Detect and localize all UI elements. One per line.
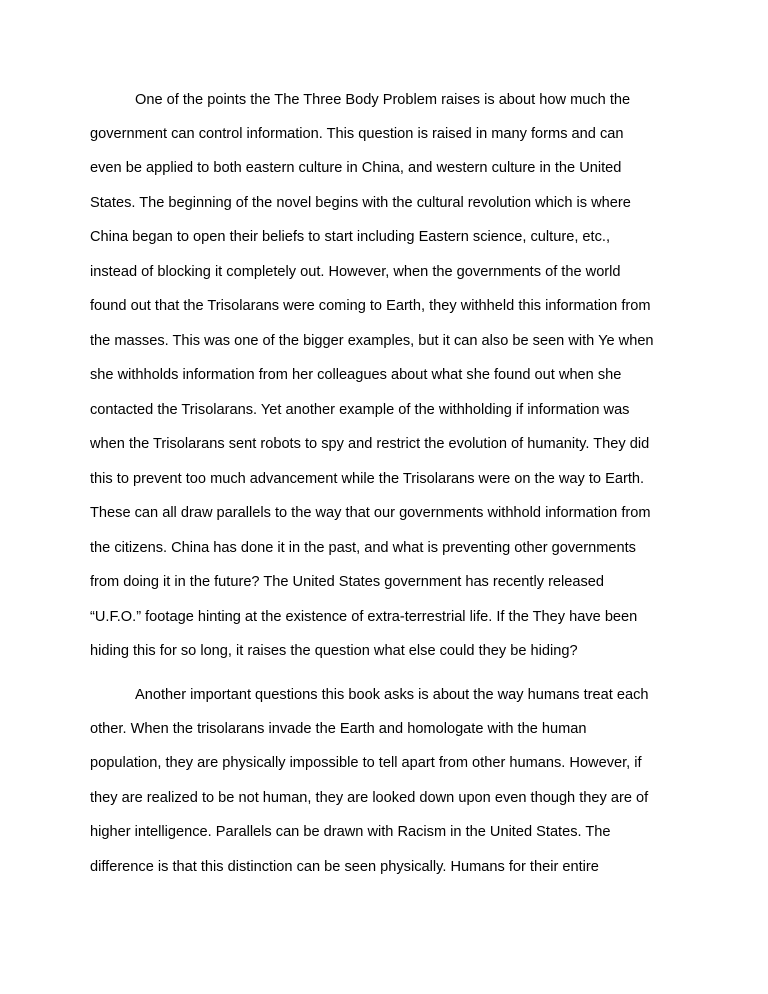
paragraph-1-line-7: found out that the Trisolarans were coming to Earth, they withheld this information from: [90, 298, 651, 314]
paragraph-2-line-5: higher intelligence. Parallels can be drawn with Racism in the United States. The: [90, 824, 611, 840]
paragraph-2-line-4: they are realized to be not human, they are looked down upon even though they are of: [90, 790, 649, 806]
paragraph-2-line-1: Another important questions this book asks is about the way humans treat each: [135, 687, 649, 703]
paragraph-1-line-4: States. The beginning of the novel begins with the cultural revolution which is where: [90, 195, 631, 211]
paragraph-1-line-10: contacted the Trisolarans. Yet another example of the withholding if information was: [90, 402, 630, 418]
paragraph-1-line-1: One of the points the The Three Body Problem raises is about how much the: [135, 92, 631, 108]
paragraph-1-line-3: even be applied to both eastern culture in China, and western culture in the United: [90, 160, 622, 176]
paragraph-2-line-2: other. When the trisolarans invade the Earth and homologate with the human: [90, 721, 587, 737]
paragraph-2-line-3: population, they are physically impossible to tell apart from other humans. However, if: [90, 755, 642, 771]
paragraph-1-line-14: the citizens. China has done it in the past, and what is preventing other governments: [90, 540, 636, 556]
paragraph-1-line-6: instead of blocking it completely out. However, when the governments of the world: [90, 264, 621, 280]
paragraph-2-line-6: difference is that this distinction can be seen physically. Humans for their entire: [90, 859, 599, 875]
paragraph-1-line-16: “U.F.O.” footage hinting at the existence of extra-terrestrial life. If the They have been: [90, 609, 638, 625]
paragraph-1-line-11: when the Trisolarans sent robots to spy and restrict the evolution of humanity. They did: [90, 436, 650, 452]
paragraph-1-line-2: government can control information. This question is raised in many forms and can: [90, 126, 624, 142]
paragraph-1-line-17: hiding this for so long, it raises the question what else could they be hiding?: [90, 643, 578, 659]
paragraph-1-line-9: she withholds information from her colleagues about what she found out when she: [90, 367, 622, 383]
paragraph-1-line-5: China began to open their beliefs to start including Eastern science, culture, etc.,: [90, 229, 611, 245]
paragraph-1-line-12: this to prevent too much advancement while the Trisolarans were on the way to Earth.: [90, 471, 645, 487]
paragraph-1-line-15: from doing it in the future? The United States government has recently released: [90, 574, 605, 590]
paragraph-1-line-8: the masses. This was one of the bigger examples, but it can also be seen with Ye when: [90, 333, 654, 349]
paragraph-1-line-13: These can all draw parallels to the way that our governments withhold information from: [90, 505, 651, 521]
